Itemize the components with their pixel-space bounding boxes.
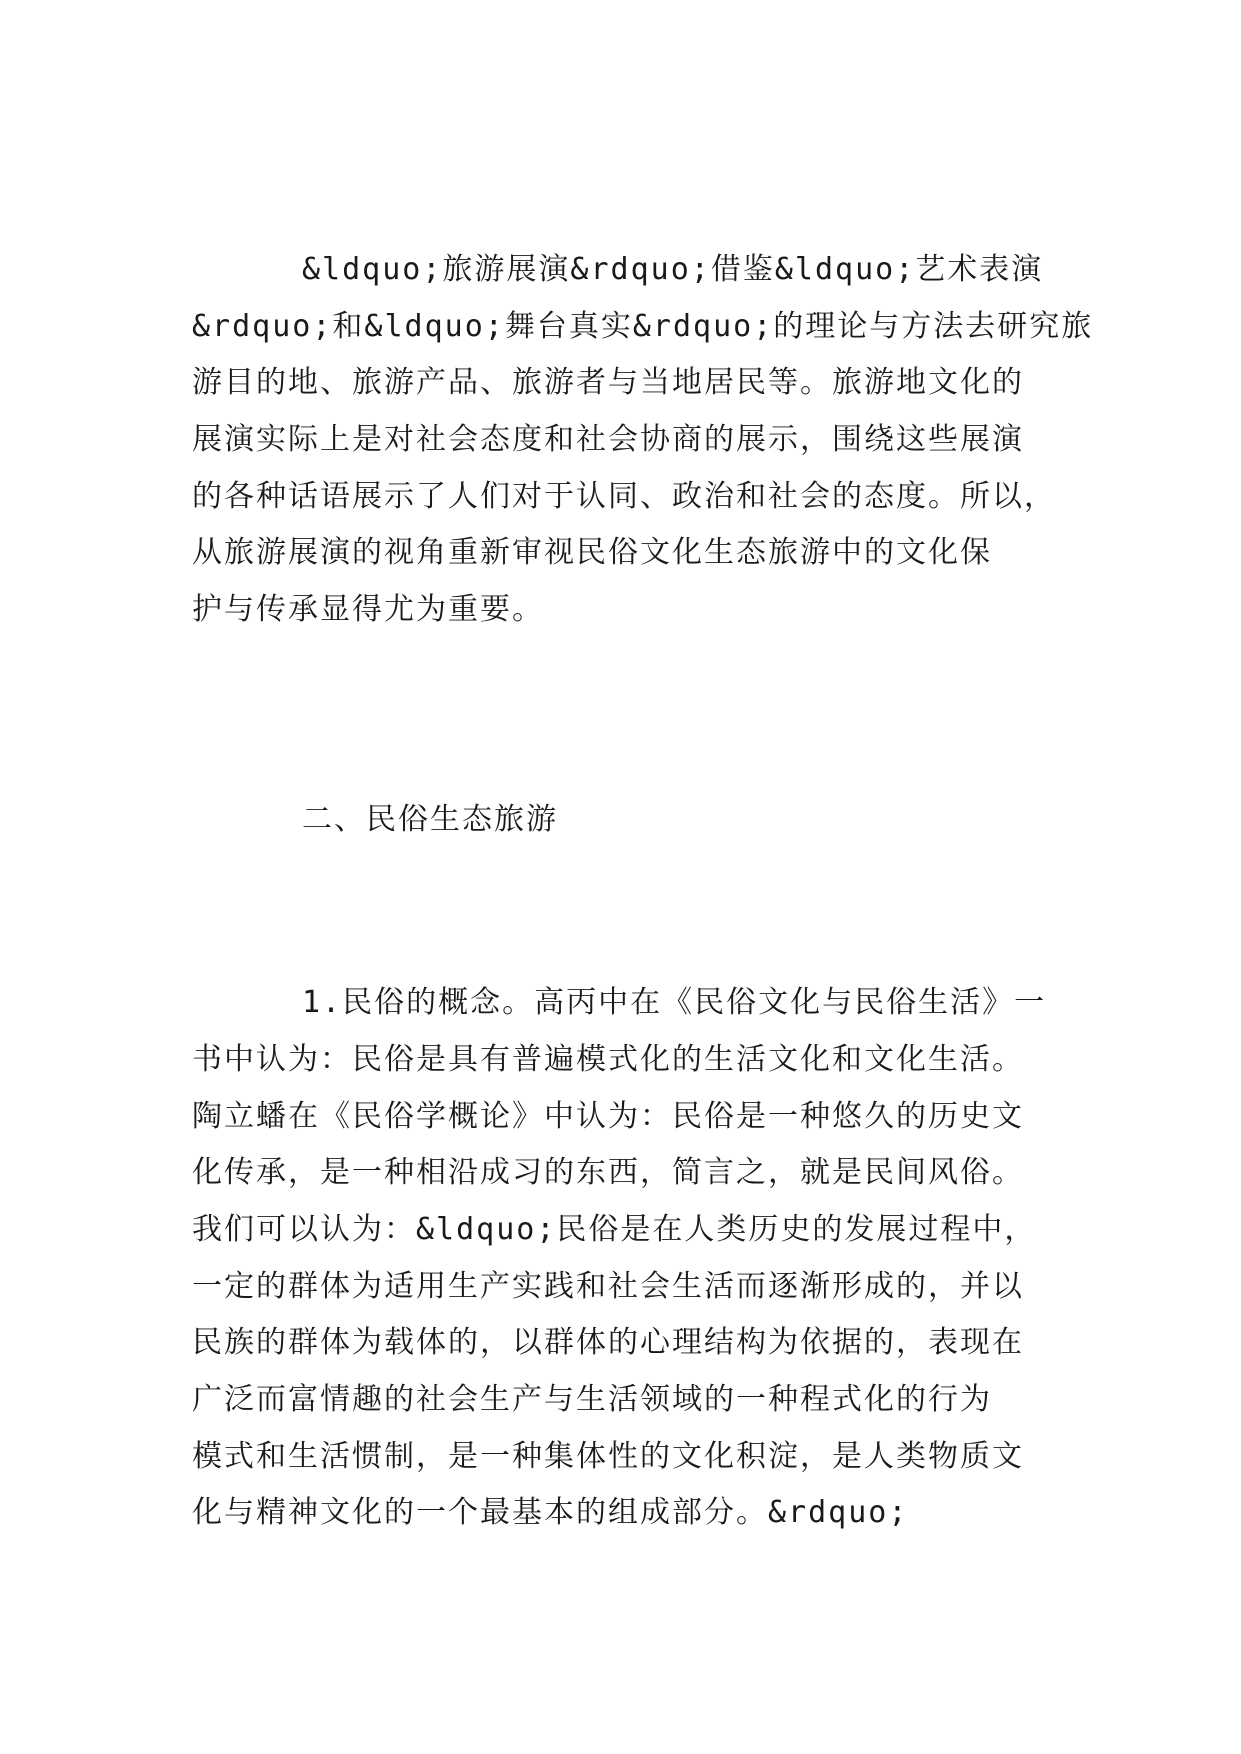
- paragraph-2-line-2: 书中认为：民俗是具有普遍模式化的生活文化和文化生活。: [192, 1042, 1024, 1077]
- paragraph-1-line-2: &rdquo;和&ldquo;舞台真实&rdquo;的理论与方法去研究旅: [192, 309, 1094, 344]
- paragraph-2-line-8: 广泛而富情趣的社会生产与生活领域的一种程式化的行为: [192, 1382, 992, 1417]
- paragraph-2-line-5: 我们可以认为：&ldquo;民俗是在人类历史的发展过程中，: [192, 1212, 1037, 1247]
- paragraph-2-line-3: 陶立蟠在《民俗学概论》中认为：民俗是一种悠久的历史文: [192, 1099, 1024, 1134]
- paragraph-1-line-7: 护与传承显得尤为重要。: [192, 592, 544, 627]
- paragraph-2-line-7: 民族的群体为载体的，以群体的心理结构为依据的，表现在: [192, 1325, 1024, 1360]
- paragraph-1-line-6: 从旅游展演的视角重新审视民俗文化生态旅游中的文化保: [192, 535, 992, 570]
- paragraph-2-line-9: 模式和生活惯制，是一种集体性的文化积淀，是人类物质文: [192, 1439, 1024, 1474]
- paragraph-1-line-3: 游目的地、旅游产品、旅游者与当地居民等。旅游地文化的: [192, 365, 1024, 400]
- paragraph-2-line-10: 化与精神文化的一个最基本的组成部分。&rdquo;: [192, 1495, 909, 1530]
- section-heading: 二、民俗生态旅游: [302, 802, 558, 837]
- paragraph-1-line-5: 的各种话语展示了人们对于认同、政治和社会的态度。所以，: [192, 479, 1056, 514]
- paragraph-2-line-1: 1.民俗的概念。高丙中在《民俗文化与民俗生活》一: [302, 985, 1047, 1020]
- paragraph-2-line-4: 化传承，是一种相沿成习的东西，简言之，就是民间风俗。: [192, 1155, 1024, 1190]
- paragraph-2-line-6: 一定的群体为适用生产实践和社会生活而逐渐形成的，并以: [192, 1269, 1024, 1304]
- paragraph-1-line-4: 展演实际上是对社会态度和社会协商的展示，围绕这些展演: [192, 422, 1024, 457]
- paragraph-1-line-1: &ldquo;旅游展演&rdquo;借鉴&ldquo;艺术表演: [302, 252, 1044, 287]
